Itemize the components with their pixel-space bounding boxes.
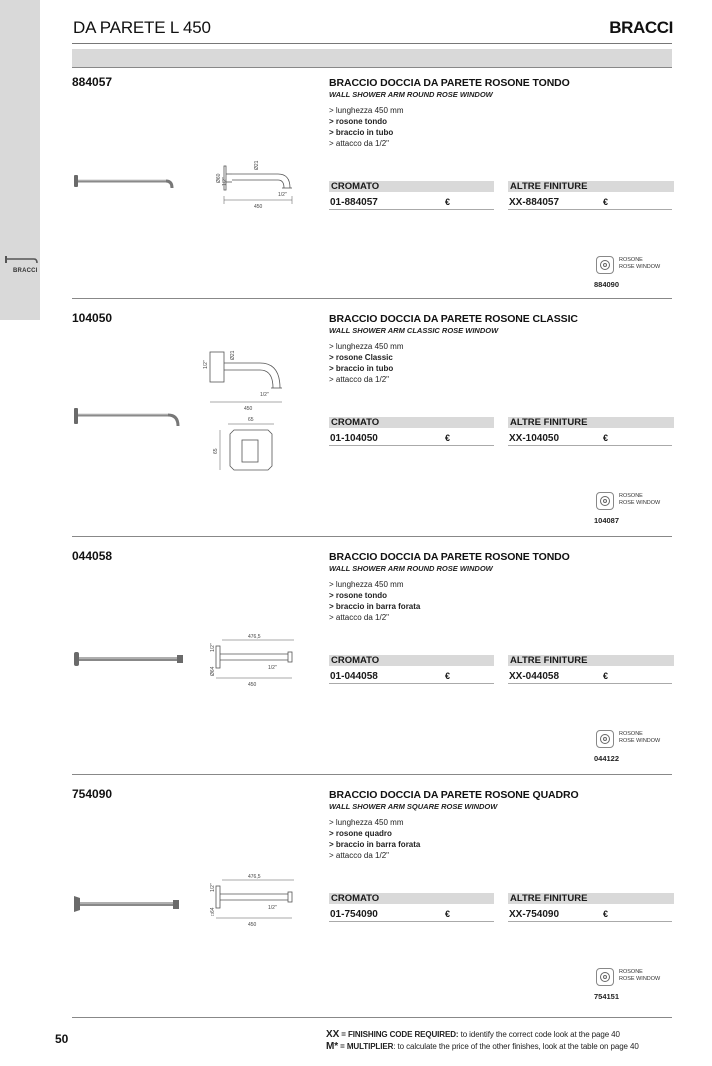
feature-item: > lunghezza 450 mm xyxy=(329,342,404,351)
currency-symbol: € xyxy=(445,671,451,681)
feature-item: > braccio in tubo xyxy=(329,364,394,373)
product-photo xyxy=(74,650,186,670)
rose-window-icon xyxy=(596,968,614,986)
feature-item: > lunghezza 450 mm xyxy=(329,580,404,589)
dim-label: □64 xyxy=(210,907,216,916)
other-sku: XX-754090 xyxy=(509,909,560,920)
m-text: : to calculate the price of the other finishes, look at the table on page 40 xyxy=(393,1042,639,1051)
finishing-code-note xyxy=(326,1029,620,1040)
dim-label: 476,5 xyxy=(248,874,261,880)
chrome-sku-row xyxy=(329,432,494,446)
dim-label: 1/2" xyxy=(278,192,287,198)
dim-label: 1/2" xyxy=(268,905,277,911)
product-name-en: WALL SHOWER ARM ROUND ROSE WINDOW xyxy=(329,564,493,573)
rose-label: ROSONE xyxy=(619,493,643,499)
feature-list xyxy=(329,341,404,385)
other-sku-row xyxy=(508,908,672,922)
product-code: 884057 xyxy=(72,75,113,89)
other-finishes-header: ALTRE FINITURE xyxy=(508,655,674,666)
dim-label: 65 xyxy=(248,417,254,423)
rose-window-icon xyxy=(596,492,614,510)
dim-label: 476,5 xyxy=(248,634,261,640)
side-tab-label: BRACCI xyxy=(13,268,38,274)
product-name: BRACCIO DOCCIA DA PARETE ROSONE TONDO xyxy=(329,551,570,563)
feature-item: > lunghezza 450 mm xyxy=(329,106,404,115)
feature-item: > braccio in barra forata xyxy=(329,602,421,611)
rose-label-en: ROSE WINDOW xyxy=(619,264,661,270)
side-tab xyxy=(0,0,40,320)
feature-list xyxy=(329,817,420,861)
feature-item: > attacco da 1/2" xyxy=(329,139,389,148)
footer-divider xyxy=(72,1017,672,1018)
m-bold: = MULTIPLIER xyxy=(338,1042,394,1051)
shower-arm-icon xyxy=(4,254,38,266)
m-key: M* xyxy=(326,1041,339,1052)
xx-bold: = FINISHING CODE REQUIRED: xyxy=(339,1030,459,1039)
feature-item: > braccio in tubo xyxy=(329,128,394,137)
product-name-en: WALL SHOWER ARM CLASSIC ROSE WINDOW xyxy=(329,326,499,335)
chrome-header: CROMATO xyxy=(329,893,494,904)
multiplier-note xyxy=(326,1041,639,1052)
other-finishes-header: ALTRE FINITURE xyxy=(508,417,674,428)
feature-list xyxy=(329,579,420,623)
currency-symbol: € xyxy=(603,433,609,443)
dim-label: Ø21 xyxy=(230,350,236,360)
technical-drawing xyxy=(212,156,302,210)
feature-item: > rosone quadro xyxy=(329,829,392,838)
header-band xyxy=(72,49,672,67)
dim-label: Ø60 xyxy=(216,173,222,183)
product-044058 xyxy=(72,544,672,780)
page-number: 50 xyxy=(55,1032,69,1046)
product-754090 xyxy=(72,782,672,1018)
rose-window-icon xyxy=(596,256,614,274)
feature-item: > rosone tondo xyxy=(329,591,387,600)
product-code: 104050 xyxy=(72,311,113,325)
chrome-header: CROMATO xyxy=(329,181,494,192)
feature-item: > attacco da 1/2" xyxy=(329,851,389,860)
product-code: 754090 xyxy=(72,787,113,801)
xx-key: XX xyxy=(326,1029,340,1040)
currency-symbol: € xyxy=(445,909,451,919)
feature-item: > rosone tondo xyxy=(329,117,387,126)
product-photo xyxy=(74,170,174,194)
feature-item: > lunghezza 450 mm xyxy=(329,818,404,827)
dim-label: 1/2" xyxy=(203,360,209,369)
other-finishes-header: ALTRE FINITURE xyxy=(508,893,674,904)
dim-label: 1/2" xyxy=(210,643,216,652)
currency-symbol: € xyxy=(445,433,451,443)
chrome-sku: 01-104050 xyxy=(330,433,378,444)
chrome-header: CROMATO xyxy=(329,417,494,428)
product-code: 044058 xyxy=(72,549,113,563)
rose-label: ROSONE xyxy=(619,731,643,737)
dim-label: Ø21 xyxy=(254,160,260,170)
product-photo xyxy=(74,892,182,916)
dim-label: Ø64 xyxy=(210,666,216,676)
product-name-en: WALL SHOWER ARM ROUND ROSE WINDOW xyxy=(329,90,493,99)
feature-item: > attacco da 1/2" xyxy=(329,613,389,622)
product-104050 xyxy=(72,306,672,542)
page-title: DA PARETE L 450 xyxy=(73,18,211,37)
product-photo xyxy=(74,402,182,432)
other-sku: XX-104050 xyxy=(509,433,560,444)
product-name: BRACCIO DOCCIA DA PARETE ROSONE QUADRO xyxy=(329,789,579,801)
other-sku: XX-884057 xyxy=(509,197,560,208)
product-name-en: WALL SHOWER ARM SQUARE ROSE WINDOW xyxy=(329,802,498,811)
feature-item: > attacco da 1/2" xyxy=(329,375,389,384)
chrome-sku-row xyxy=(329,908,494,922)
other-sku-row xyxy=(508,196,672,210)
currency-symbol: € xyxy=(603,671,609,681)
chrome-sku: 01-044058 xyxy=(330,671,378,682)
technical-drawing xyxy=(198,348,308,482)
rose-code: 104087 xyxy=(594,516,620,525)
product-name: BRACCIO DOCCIA DA PARETE ROSONE CLASSIC xyxy=(329,313,578,325)
product-884057 xyxy=(72,70,672,306)
other-sku-row xyxy=(508,432,672,446)
other-sku-row xyxy=(508,670,672,684)
rose-label-en: ROSE WINDOW xyxy=(619,500,661,506)
currency-symbol: € xyxy=(603,197,609,207)
rose-label-en: ROSE WINDOW xyxy=(619,738,661,744)
rose-label: ROSONE xyxy=(619,969,643,975)
dim-label: 65 xyxy=(213,448,219,454)
chrome-sku-row xyxy=(329,670,494,684)
chrome-sku: 01-884057 xyxy=(330,197,378,208)
rose-code: 044122 xyxy=(594,754,620,763)
other-finishes-header: ALTRE FINITURE xyxy=(508,181,674,192)
dim-label: 1/2" xyxy=(268,665,277,671)
rose-code: 754151 xyxy=(594,992,620,1001)
chrome-header: CROMATO xyxy=(329,655,494,666)
dim-label: 1/2" xyxy=(222,177,228,186)
product-name: BRACCIO DOCCIA DA PARETE ROSONE TONDO xyxy=(329,77,570,89)
chrome-sku: 01-754090 xyxy=(330,909,378,920)
chrome-sku-row xyxy=(329,196,494,210)
section-title: BRACCI xyxy=(609,18,673,37)
currency-symbol: € xyxy=(603,909,609,919)
header-divider xyxy=(72,43,672,44)
feature-item: > rosone Classic xyxy=(329,353,393,362)
feature-list xyxy=(329,105,404,149)
dim-label: 450 xyxy=(254,204,263,210)
rose-label-en: ROSE WINDOW xyxy=(619,976,661,982)
other-sku: XX-044058 xyxy=(509,671,560,682)
rose-code: 884090 xyxy=(594,280,620,289)
dim-label: 1/2" xyxy=(210,883,216,892)
feature-item: > braccio in barra forata xyxy=(329,840,421,849)
xx-text: to identify the correct code look at the page 40 xyxy=(458,1030,620,1039)
dim-label: 450 xyxy=(248,682,257,688)
dim-label: 450 xyxy=(244,406,253,412)
rose-label: ROSONE xyxy=(619,257,643,263)
header-band-line xyxy=(72,67,672,68)
technical-drawing xyxy=(202,872,302,928)
technical-drawing xyxy=(202,632,302,688)
rose-window-icon xyxy=(596,730,614,748)
currency-symbol: € xyxy=(445,197,451,207)
dim-label: 450 xyxy=(248,922,257,928)
dim-label: 1/2" xyxy=(260,392,269,398)
